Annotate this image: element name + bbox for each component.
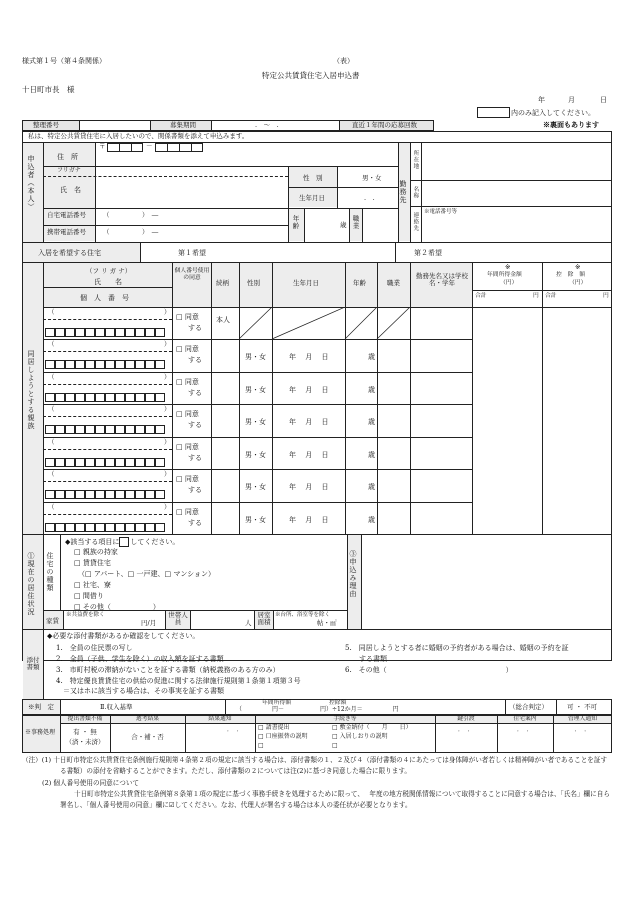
family-consent-checkbox[interactable]: □ 同意 — [176, 313, 199, 321]
home-phone-value[interactable]: （ ） ― — [103, 211, 159, 219]
work-location-label: 所在地 — [412, 150, 419, 170]
income-standard: Ⅱ.収入基準 — [100, 703, 133, 711]
col-deduct-mark: ※ — [575, 263, 581, 271]
applicant-section-label: 申込者（本人） — [27, 155, 36, 211]
family-gender[interactable]: 男・女 — [245, 483, 266, 492]
col-id: 個 人 番 号 — [80, 294, 129, 302]
col-gender: 性別 — [247, 279, 260, 287]
family-gender[interactable]: 男・女 — [245, 353, 266, 362]
housing-option-owned[interactable]: □ 親族の持家 — [74, 548, 118, 556]
attachment-item-3: 3. 市町村税の滞納がないことを証する書類（納税義務のある方のみ） — [56, 666, 280, 674]
housing-section-label: ①現在の居住状況 — [27, 552, 36, 616]
recruit-period-label: 募集期間 — [170, 121, 196, 129]
form-number: 様式第１号（第４条関係） — [22, 57, 106, 65]
family-birth[interactable]: 年 月 日 — [289, 515, 329, 524]
work-name-label: 名称 — [412, 186, 419, 199]
family-age[interactable]: 歳 — [368, 385, 375, 394]
desired-first-label: 第１希望 — [178, 249, 206, 257]
proc-col-procedures: 手続き等 — [333, 716, 357, 722]
period-value[interactable]: . ～ . — [255, 121, 279, 129]
work-phone-note: ※電話番号等 — [424, 209, 458, 215]
attachment-item-2: 2. 全員（子供、学生を除く）の収入額を証する書類 — [56, 655, 224, 663]
family-birth[interactable]: 年 月 日 — [289, 418, 329, 427]
income-formula[interactable]: （ 円－ 円）÷12か月＝ 円 — [236, 706, 399, 713]
housing-option-rental-types[interactable]: （□ アパート、□ 一戸建、□ マンション） — [78, 570, 216, 578]
reg-no-label: 整理番号 — [33, 121, 59, 129]
note-1: （注）(1) 十日町市特定公共賃貸住宅条例施行規則第４条第２項の規定に該当する場合は、添付書類の１、２及び４（添付書類の４にあたっては身体障がい者若しくは精神障がい者であることを証する書類）の添付を省略することができます。ただし、添付書類の２については注(2)に基づき同意した場合に限ります。 — [22, 756, 608, 775]
area-label: 居室面積 — [257, 611, 271, 627]
col-income-mark: ※ — [505, 263, 511, 271]
attachment-item-5b: する書類 — [345, 655, 387, 663]
family-name-field[interactable] — [45, 471, 170, 481]
housing-option-company[interactable]: □ 社宅、寮 — [74, 581, 111, 589]
checkbox-sample — [119, 537, 129, 547]
family-birth[interactable]: 年 月 日 — [289, 353, 329, 362]
gender-label: 性 別 — [303, 174, 323, 182]
family-name-field[interactable] — [45, 439, 170, 449]
attachment-item-5: 5. 同居しようとする者に婚姻の予約者がある場合は、婚姻の予約を証 — [345, 644, 569, 652]
form-side: （表） — [333, 57, 354, 65]
back-note: ※裏面もあります — [543, 120, 599, 129]
family-name-field[interactable] — [45, 406, 170, 416]
proc-notice-date[interactable]: ． ． — [226, 725, 244, 733]
proc-item-contract[interactable]: □ 請書提出 — [258, 724, 290, 731]
col-income: 年間所得金額 — [487, 272, 522, 278]
judgment-result[interactable]: 可 ・ 不可 — [567, 703, 598, 711]
note-2-body: 十日町市特定公共賃貸住宅条例第８条第１項の規定に基づく事務手続きを処理するために限って、 年度の地方税関係情報について取得することに同意する場合は、「氏名」欄に自ら署名し、「個人番号使用の同意」欄に☑してください。なお、代理人が署名する場合は本人の委任状が必要となります。 — [60, 790, 610, 809]
proc-item-blank-2[interactable]: □ — [332, 742, 338, 749]
col-age: 年齢 — [353, 279, 366, 287]
rent-note: ※共益費を除く — [66, 612, 105, 618]
family-birth[interactable]: 年 月 日 — [289, 483, 329, 492]
name-label: 氏 名 — [60, 186, 81, 194]
family-age[interactable]: 歳 — [368, 450, 375, 459]
family-birth[interactable]: 年 月 日 — [289, 450, 329, 459]
family-consent-checkbox[interactable]: □ 同意 — [176, 345, 199, 354]
reason-label: ③申込み理由 — [349, 550, 358, 598]
proc-item-guide[interactable]: □ 入居しおりの説明 — [332, 733, 388, 740]
desired-label: 入居を希望する住宅 — [38, 249, 101, 257]
proc-col-keys: 鍵引渡 — [457, 716, 475, 722]
col-income-unit: （円） — [500, 280, 518, 286]
processing-label: ※事務処理 — [25, 729, 56, 736]
housing-option-rental[interactable]: □ 賃貸住宅 — [74, 559, 111, 567]
birth-label: 生年月日 — [299, 194, 325, 202]
family-birth[interactable]: 年 月 日 — [289, 385, 329, 394]
date-month: 月 — [568, 96, 575, 104]
date-year: 年 — [538, 96, 545, 104]
fill-note: 内のみ記入してください。 — [511, 109, 595, 117]
proc-guide-date[interactable]: ． ． — [516, 725, 534, 733]
income-total-label: 合計 — [475, 293, 487, 299]
family-age[interactable]: 歳 — [368, 353, 375, 362]
deduct-total-label: 合計 — [545, 293, 557, 299]
family-consent-checkbox[interactable]: □ 同意 — [176, 410, 199, 419]
family-consent-checkbox[interactable]: □ 同意 — [176, 475, 199, 484]
rent-unit: 円/月 — [141, 619, 157, 627]
judgment-label: ※判 定 — [28, 703, 54, 711]
family-age[interactable]: 歳 — [368, 418, 375, 427]
family-gender[interactable]: 男・女 — [245, 515, 266, 524]
annual-income-label: 年間所得額 — [262, 700, 291, 706]
proc-col-manager: 管理人通知 — [568, 716, 597, 722]
attachment-item-4: 4. 特定優良賃貸住宅の供給の促進に関する法律施行規則第１条第１項第３号 — [56, 677, 301, 685]
attachment-item-4b: ＝又はホに該当する場合は、その事実を証する書類 — [56, 687, 224, 695]
proc-col-selection: 選考結果 — [135, 716, 160, 722]
col-name-furi: （フ リ ガ ナ） — [86, 267, 132, 275]
proc-item-blank-1[interactable]: □ — [258, 742, 264, 749]
note-2-heading: (2) 個人番号使用の同意について — [42, 779, 140, 787]
proc-missing-value-2: （済・未済） — [65, 738, 105, 746]
family-name-field[interactable] — [45, 504, 170, 514]
household-label: 世帯人員 — [168, 611, 188, 627]
legend-box — [477, 107, 510, 118]
household-unit: 人 — [245, 619, 252, 627]
attachment-item-1: 1. 全員の住民票の写し — [56, 644, 133, 652]
occupation-label: 職業 — [351, 215, 360, 230]
col-consent: 個人番号使用の同意 — [174, 268, 210, 281]
family-gender[interactable]: 男・女 — [245, 418, 266, 427]
family-consent-checkbox[interactable]: □ 同意 — [176, 507, 199, 516]
proc-col-guide: 住宅案内 — [513, 716, 537, 722]
housing-type-label: 住宅の種類 — [46, 552, 55, 592]
family-gender[interactable]: 男・女 — [245, 450, 266, 459]
family-section-label: 同居しようとする親族 — [27, 350, 36, 430]
income-total-yen: 円 — [533, 293, 539, 299]
proc-col-notice: 結果通知 — [208, 716, 232, 722]
proc-missing-value[interactable]: 有 ・ 無 — [73, 728, 97, 736]
proc-item-deposit[interactable]: □ 敷金納付（ 月 日） — [332, 724, 412, 731]
family-name-field[interactable] — [45, 309, 170, 319]
col-work: 勤務先名又は学校名・学年 — [416, 272, 468, 288]
housing-option-room[interactable]: □ 間借り — [74, 592, 104, 600]
attachments-label: 添付書類 — [26, 656, 40, 672]
addressee: 十日町市長 様 — [22, 85, 75, 94]
age-unit: 歳 — [340, 221, 347, 229]
col-job: 職業 — [387, 279, 400, 287]
deduct-total-yen: 円 — [603, 293, 609, 299]
mobile-phone-label: 携帯電話番号 — [47, 228, 86, 236]
family-self-slash — [239, 307, 410, 340]
date-day: 日 — [600, 96, 607, 104]
family-name-field[interactable] — [45, 341, 170, 351]
overall-judgment: （総合判定） — [509, 703, 548, 711]
housing-option-other[interactable]: □ その他（ ） — [74, 603, 160, 611]
gender-value[interactable]: 男・女 — [362, 174, 382, 182]
furigana-label: フリガナ — [57, 167, 81, 174]
postal-code-field-1[interactable] — [107, 143, 143, 152]
area-note: ※台所、浴室等を除く — [275, 612, 331, 618]
work-contact-label: 連絡先 — [412, 212, 419, 232]
attachments-intro: ◆必要な添付書類があるか確認をしてください。 — [47, 632, 200, 640]
desired-second-label: 第２希望 — [414, 249, 442, 257]
family-consent-checkbox[interactable]: □ 同意 — [176, 442, 199, 451]
family-age[interactable]: 歳 — [368, 515, 375, 524]
form-title: 特定公共賃貸住宅入居申込書 — [262, 71, 360, 80]
proc-selection-value[interactable]: 合・補・否 — [131, 733, 164, 741]
proc-item-transfer[interactable]: □ 口座振替の説明 — [258, 733, 308, 740]
proc-manager-date[interactable]: ． ． — [574, 725, 591, 733]
mobile-phone-value[interactable]: （ ） ― — [103, 228, 159, 236]
proc-col-missing: 提出書類不備 — [67, 716, 103, 722]
family-consent-checkbox[interactable]: □ 同意 — [176, 377, 199, 386]
col-relation: 続柄 — [216, 279, 229, 287]
workplace-label: 勤務先 — [399, 180, 408, 204]
deduction-label: 控除額 — [329, 700, 347, 706]
family-self-label: 本人 — [216, 316, 230, 324]
col-deduct-unit: （円） — [569, 280, 587, 286]
declaration: 私は、特定公共賃貸住宅に入居したいので、関係書類を添えて申込みます。 — [28, 132, 249, 140]
address-label: 住 所 — [57, 153, 78, 161]
attachment-item-6: 6. その他（ ） — [345, 666, 513, 674]
col-name: 氏 名 — [94, 278, 122, 286]
home-phone-label: 自宅電話番号 — [47, 211, 86, 219]
col-birth: 生年月日 — [293, 279, 319, 287]
family-gender[interactable]: 男・女 — [245, 385, 266, 394]
birth-value[interactable]: . . — [364, 194, 375, 202]
rent-label: 家賃 — [46, 617, 59, 625]
family-name-field[interactable] — [45, 374, 170, 384]
area-unit: 帖・㎡ — [317, 619, 337, 627]
postal-mark: 〒 — [99, 142, 106, 150]
age-label: 年齢 — [291, 215, 300, 230]
housing-instruction: ◆該当する項目に してください。 — [65, 538, 180, 546]
proc-keys-date[interactable]: ． ． — [457, 725, 475, 733]
recent-apps-label: 直近１年間の応募回数 — [352, 121, 417, 129]
col-deduct: 控 除 額 — [556, 272, 585, 278]
family-age[interactable]: 歳 — [368, 483, 375, 492]
